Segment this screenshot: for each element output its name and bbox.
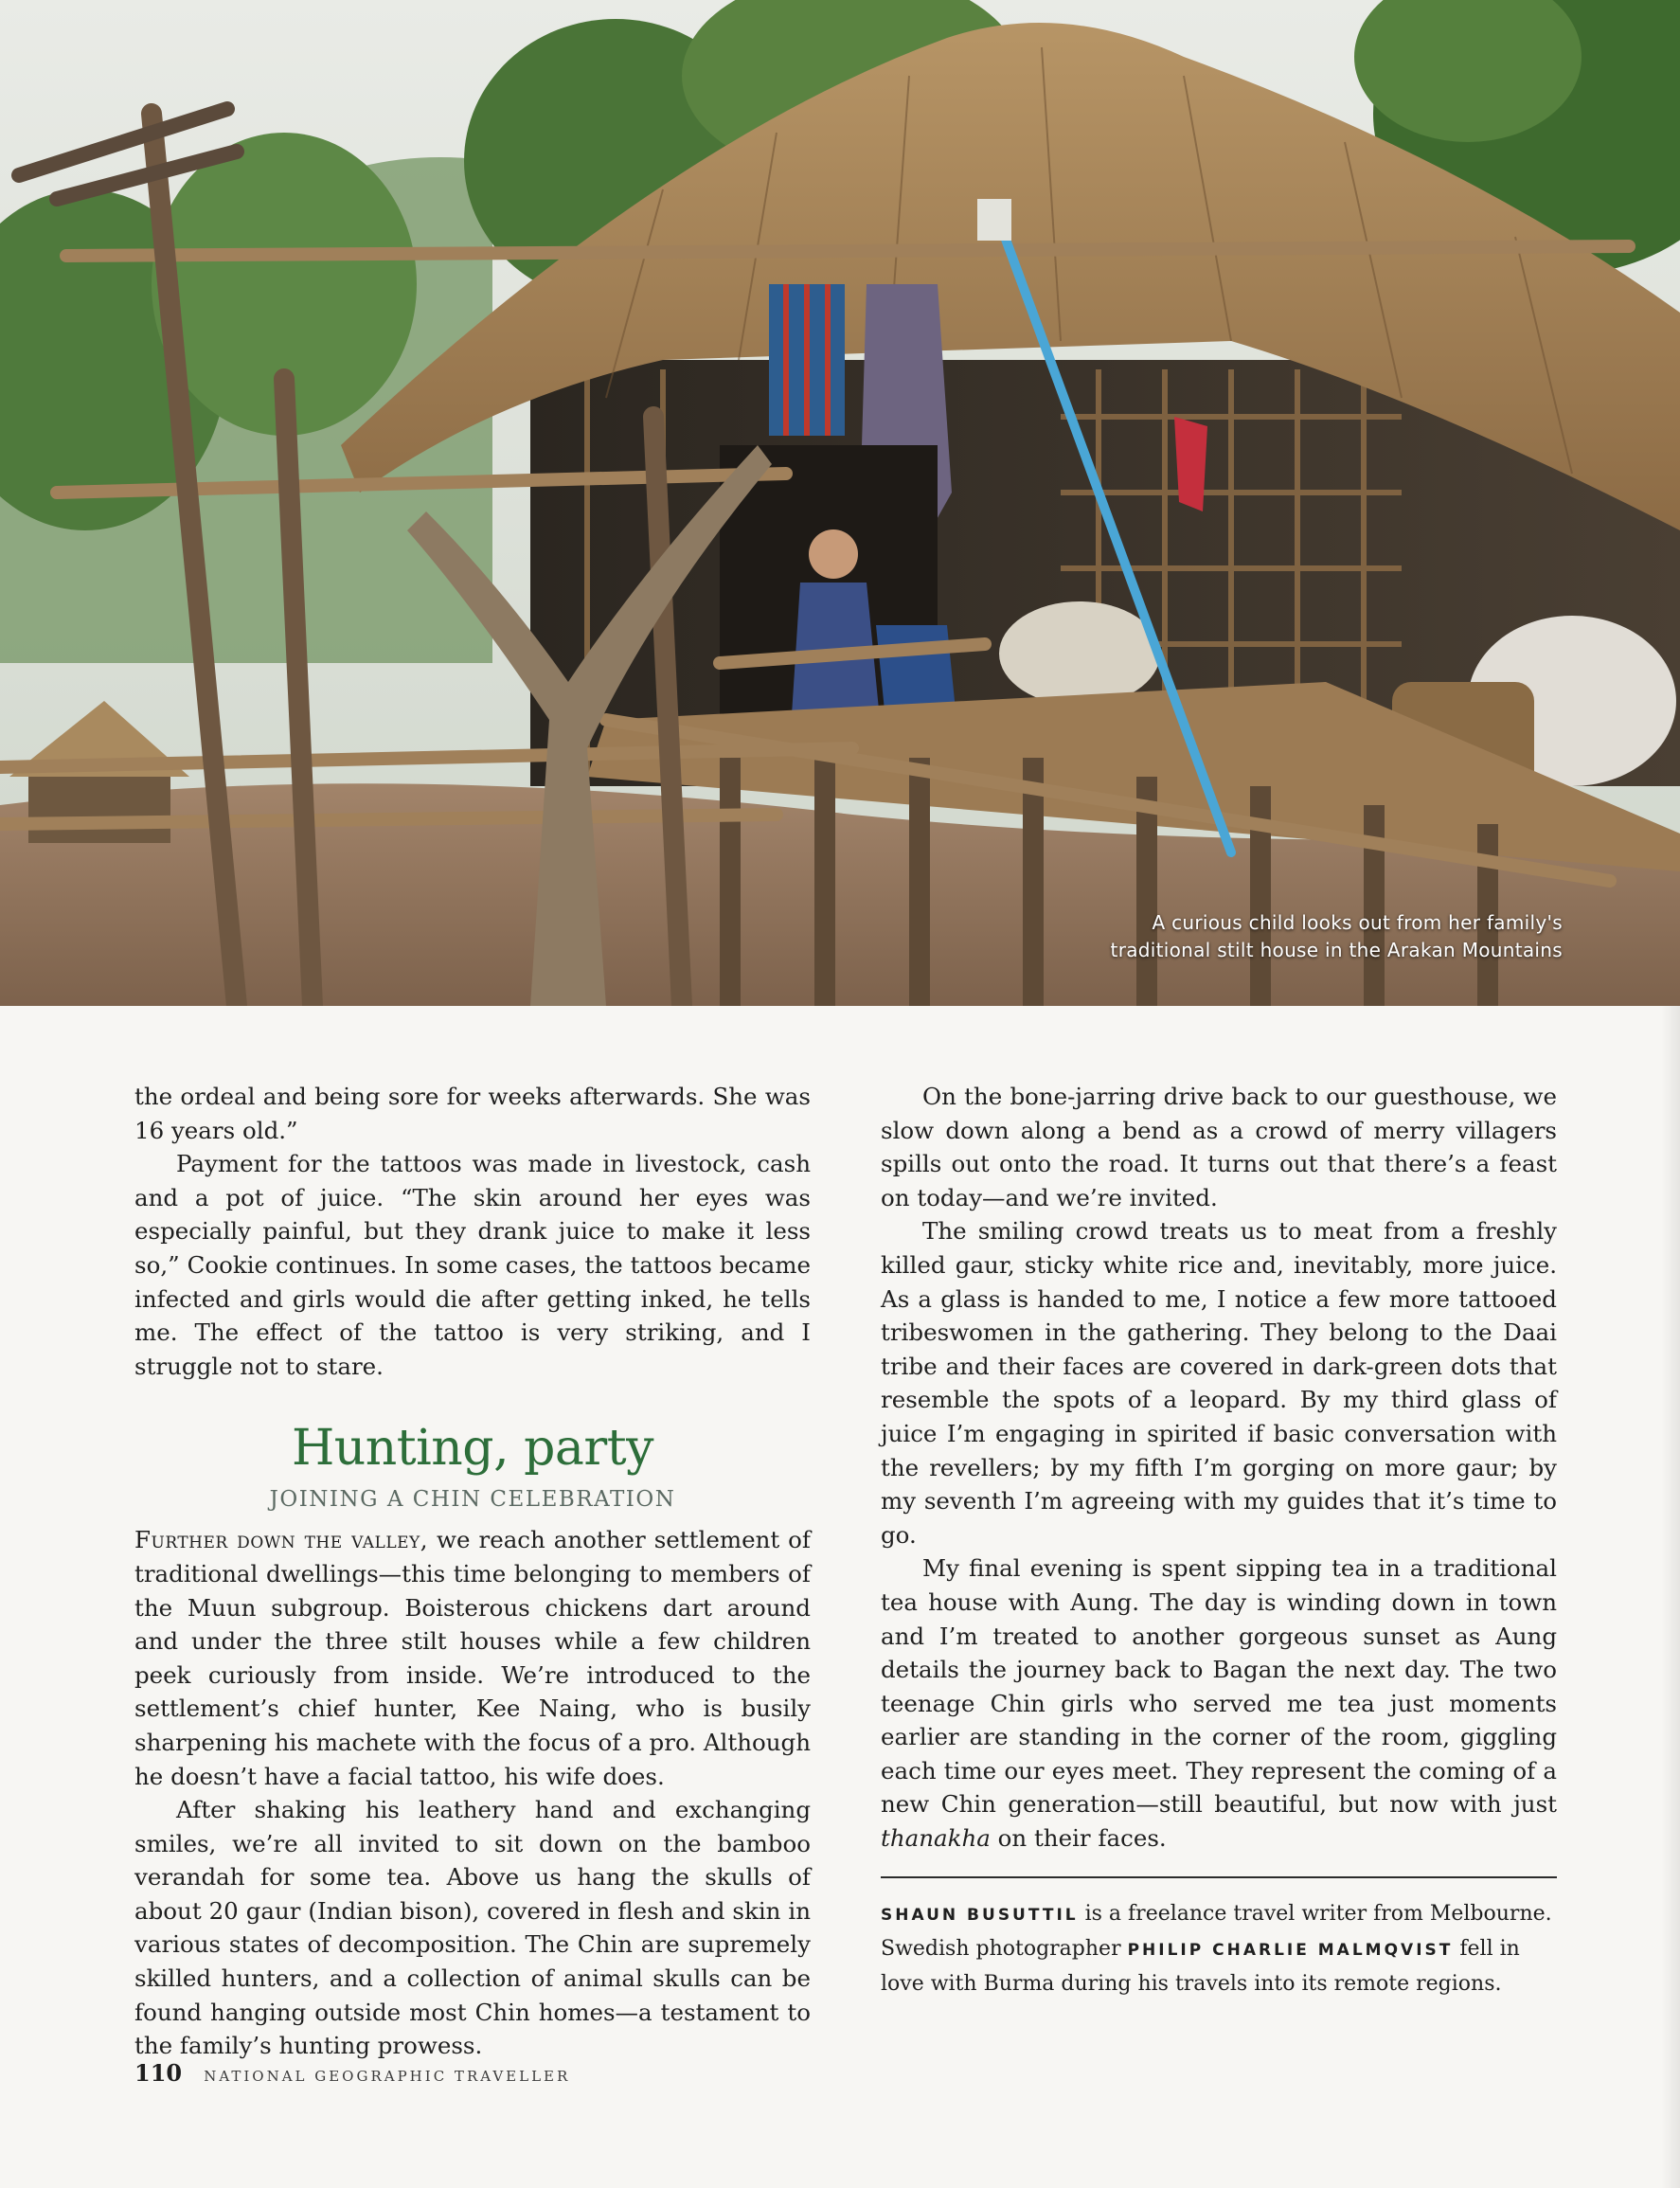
divider: [881, 1876, 1557, 1878]
italic-term: thanakha: [881, 1824, 991, 1853]
section-header: [134, 1419, 811, 1515]
bio-text: fell in love with Burma during his travels into its remote regions.: [881, 1936, 1520, 1996]
paragraph: [134, 1523, 811, 1793]
paragraph: Payment for the tattoos was made in livestock, cash and a pot of juice. “The skin around her eyes was especially painful, but they drank juice to make it less so,” Cookie continues. In some cases, the tattoos became infected and girls would die after getting inked, he tells me. The effect of the tattoo is very striking, and I struggle not to stare.: [134, 1150, 811, 1380]
right-column: [881, 1080, 1557, 2000]
hero-photo: [0, 0, 1680, 1006]
paragraph-text: we reach another settlement of traditional dwellings—this time belonging to members of the Muun subgroup. Boisterous chickens dart around and under the three stilt houses while a few children peek curiously from inside. We’re introduced to the settlement’s chief hunter, Kee Naing, who is busily sharpening his machete with the focus of a pro. Although he doesn’t have a facial tattoo, his wife does.: [134, 1526, 811, 1790]
photo-caption: [956, 909, 1563, 964]
author-name: SHAUN BUSUTTIL: [881, 1905, 1079, 1925]
paragraph: After shaking his leathery hand and exchanging smiles, we’re all invited to sit down on the bamboo verandah for some tea. Above us hang the skulls of about 20 gaur (Indian bison), covered in flesh and skin in various states of decomposition. The Chin are supremely skilled hunters, and a collection of animal skulls can be found hanging outside most Chin homes—a testament to the family’s hunting prowess.: [134, 1796, 811, 2060]
lead-in: Further down the valley,: [134, 1526, 429, 1554]
paragraph: the ordeal and being sore for weeks afterwards. She was 16 years old.”: [134, 1083, 811, 1144]
stilt-house-illustration: [0, 0, 1680, 1006]
page-edge-shadow: [1661, 1006, 1680, 2188]
page-footer: [134, 2059, 570, 2087]
paragraph: On the bone-jarring drive back to our guesthouse, we slow down along a bend as a crowd of merry villagers spills out onto the road. It turns out that there’s a feast on today—and we’re invited.: [881, 1083, 1557, 1211]
paragraph: The smiling crowd treats us to meat from a freshly killed gaur, sticky white rice and, inevitably, more juice. As a glass is handed to me, I notice a few more tattooed tribeswomen in the gathering. They belong to the Daai tribe and their faces are covered in dark-green dots that resemble the spots of a leopard. By my third glass of juice I’m engaging in spirited if basic conversation with the revellers; by my fifth I’m gorging on more gaur; by my seventh I’m agreeing with my guides that it’s time to go.: [881, 1217, 1557, 1549]
section-deck: JOINING A CHIN CELEBRATION: [269, 1487, 676, 1513]
photographer-name: PHILIP CHARLIE MALMQVIST: [1127, 1940, 1454, 1960]
paragraph: [881, 1551, 1557, 1855]
magazine-name: NATIONAL GEOGRAPHIC TRAVELLER: [204, 2068, 571, 2085]
left-column: [134, 1080, 811, 2063]
paragraph-text: My final evening is spent sipping tea in a traditional tea house with Aung. The day is winding down in town and I’m treated to another gorgeous sunset as Aung details the journey back to Bagan the next day. The two teenage Chin girls who served me tea just moments earlier are standing in the corner of the room, giggling each time our eyes meet. They represent the coming of a new Chin generation—still beautiful, but now with just: [881, 1554, 1557, 1819]
page-number: 110: [134, 2059, 183, 2087]
caption-line-2: traditional stilt house in the Arakan Mountains: [1110, 939, 1563, 961]
section-title: Hunting, party: [291, 1420, 654, 1478]
paragraph-text: on their faces.: [990, 1824, 1167, 1853]
caption-line-1: A curious child looks out from her family's: [1152, 911, 1563, 934]
author-bio: [881, 1897, 1557, 2000]
bio-text: is a freelance travel writer from Melbourne. Swedish photographer: [881, 1901, 1552, 1961]
